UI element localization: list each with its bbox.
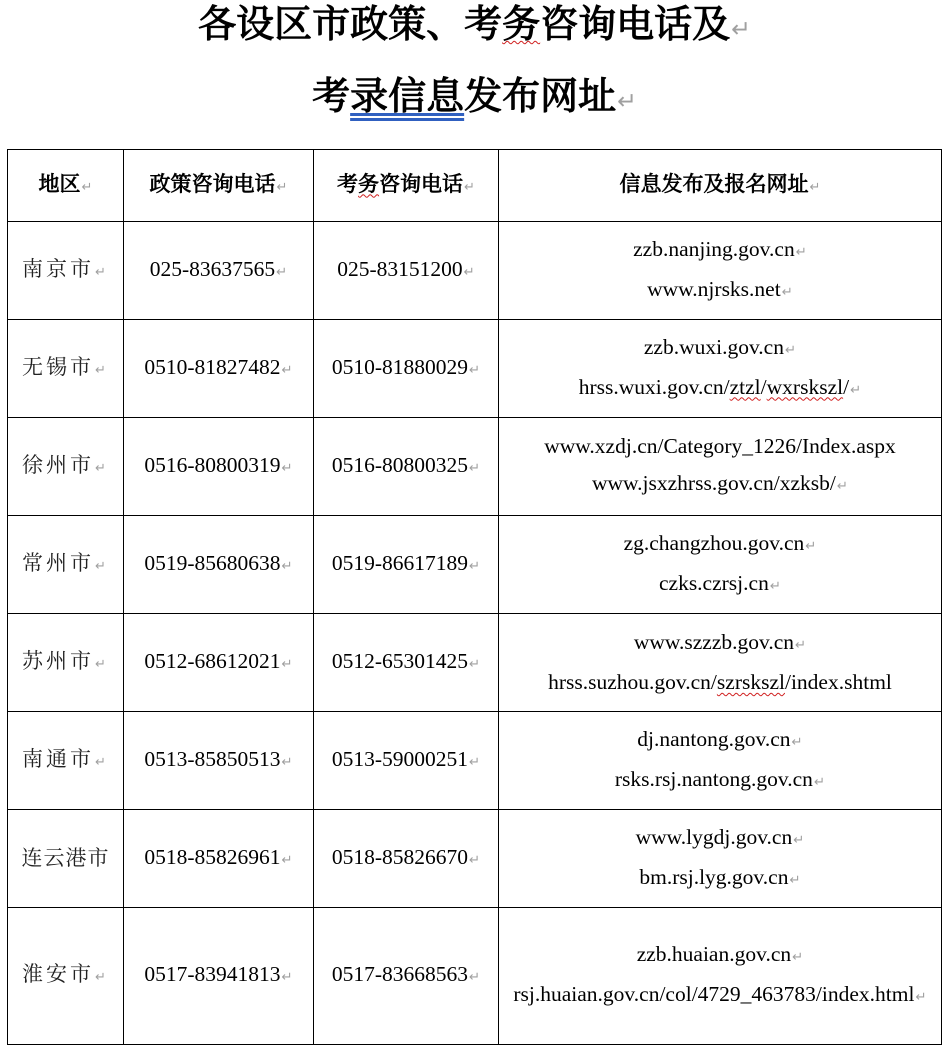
region-cell: 连云港市 xyxy=(8,810,124,908)
exam-phone-cell: 0518-85826670↵ xyxy=(314,810,499,908)
exam-phone-cell: 0516-80800325↵ xyxy=(314,418,499,516)
table-row xyxy=(8,810,942,908)
policy-phone-cell: 0510-81827482↵ xyxy=(124,320,314,418)
table-row xyxy=(8,320,942,418)
region-cell: 南京市↵ xyxy=(8,222,124,320)
policy-phone-cell: 0518-85826961↵ xyxy=(124,810,314,908)
table-row xyxy=(8,712,942,810)
policy-phone-cell: 0512-68612021↵ xyxy=(124,614,314,712)
header-region: 地区↵ xyxy=(8,150,124,222)
website-cell xyxy=(499,614,942,712)
policy-phone-cell: 0517-83941813↵ xyxy=(124,908,314,1045)
contact-table xyxy=(7,149,942,1045)
region-cell: 无锡市↵ xyxy=(8,320,124,418)
website-url-1: zg.changzhou.gov.cn↵ xyxy=(623,530,817,555)
document-title-line2: 考录信息发布网址↵ xyxy=(312,73,637,118)
policy-phone-cell: 025-83637565↵ xyxy=(124,222,314,320)
exam-phone-cell: 0510-81880029↵ xyxy=(314,320,499,418)
website-url-1: zzb.huaian.gov.cn↵ xyxy=(636,942,804,966)
website-url-1: zzb.nanjing.gov.cn↵ xyxy=(633,236,807,261)
website-cell xyxy=(499,320,942,418)
exam-phone-cell: 0513-59000251↵ xyxy=(314,712,499,810)
exam-phone-cell: 0512-65301425↵ xyxy=(314,614,499,712)
website-url-2: bm.rsj.lyg.gov.cn↵ xyxy=(639,864,801,889)
website-url-2: www.njrsks.net↵ xyxy=(647,276,793,301)
website-url-2: rsks.rsj.nantong.gov.cn↵ xyxy=(614,766,826,791)
policy-phone-cell: 0513-85850513↵ xyxy=(124,712,314,810)
table-row xyxy=(8,614,942,712)
website-url-2: czks.czrsj.cn↵ xyxy=(658,570,781,595)
region-cell: 常州市↵ xyxy=(8,516,124,614)
website-cell xyxy=(499,516,942,614)
website-cell xyxy=(499,810,942,908)
policy-phone-cell: 0516-80800319↵ xyxy=(124,418,314,516)
table-row xyxy=(8,418,942,516)
website-url-1: www.lygdj.gov.cn↵ xyxy=(635,824,805,849)
website-cell xyxy=(499,222,942,320)
website-url-1: www.xzdj.cn/Category_1226/Index.aspx xyxy=(544,434,896,458)
region-cell: 徐州市↵ xyxy=(8,418,124,516)
table-row xyxy=(8,516,942,614)
exam-phone-cell: 025-83151200↵ xyxy=(314,222,499,320)
table-row xyxy=(8,908,942,1045)
policy-phone-cell: 0519-85680638↵ xyxy=(124,516,314,614)
region-cell: 苏州市↵ xyxy=(8,614,124,712)
website-url-1: zzb.wuxi.gov.cn↵ xyxy=(643,334,797,359)
header-website: 信息发布及报名网址↵ xyxy=(499,150,942,222)
website-url-1: dj.nantong.gov.cn↵ xyxy=(637,726,803,751)
header-policy-phone: 政策咨询电话↵ xyxy=(124,150,314,222)
website-url-2: rsj.huaian.gov.cn/col/4729_463783/index.html↵ xyxy=(513,982,927,1006)
document-title-line1: 各设区市政策、考务咨询电话及↵ xyxy=(198,1,751,46)
exam-phone-cell: 0519-86617189↵ xyxy=(314,516,499,614)
website-url-1: www.szzzb.gov.cn↵ xyxy=(633,630,807,654)
website-cell xyxy=(499,908,942,1045)
website-url-2: hrss.wuxi.gov.cn/ztzl/wxrskszl/↵ xyxy=(578,374,862,399)
website-url-2: www.jsxzhrss.gov.cn/xzksb/↵ xyxy=(591,471,848,495)
website-cell xyxy=(499,712,942,810)
exam-phone-cell: 0517-83668563↵ xyxy=(314,908,499,1045)
region-cell: 淮安市↵ xyxy=(8,908,124,1045)
website-url-2: hrss.suzhou.gov.cn/szrskszl/index.shtml xyxy=(548,670,892,694)
table-row xyxy=(8,222,942,320)
header-exam-phone: 考务咨询电话↵ xyxy=(314,150,499,222)
table-header-row xyxy=(8,150,942,222)
region-cell: 南通市↵ xyxy=(8,712,124,810)
website-cell xyxy=(499,418,942,516)
